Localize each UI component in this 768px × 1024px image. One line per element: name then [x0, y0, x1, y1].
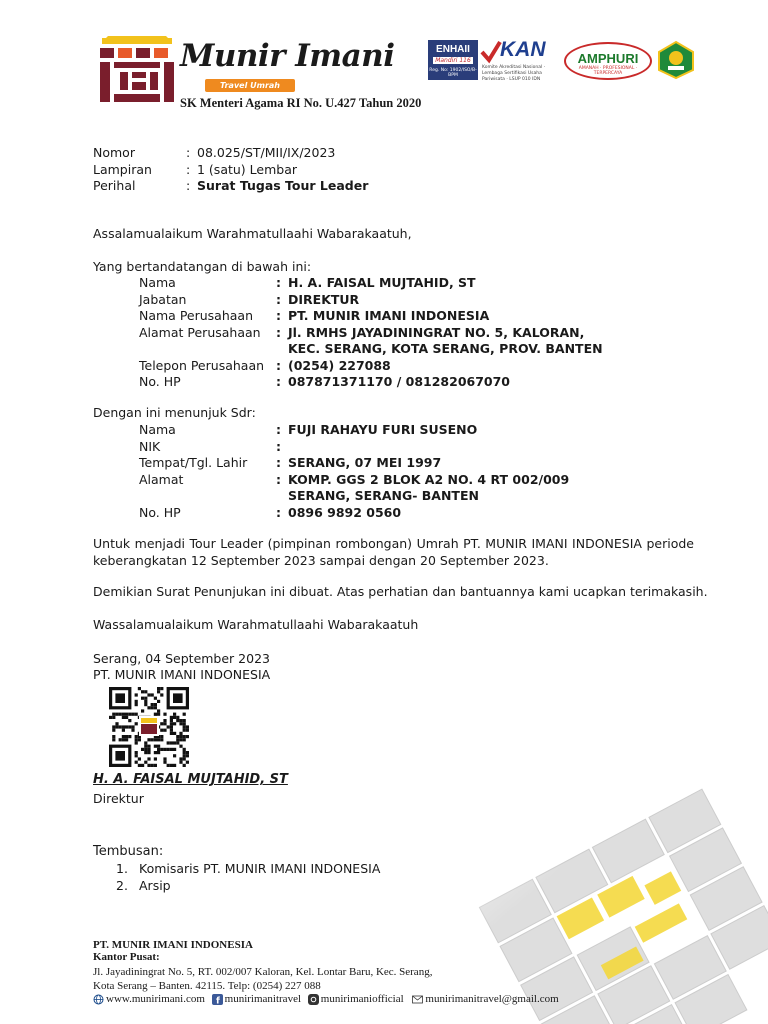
footer-address-2: Kota Serang – Banten. 42115. Telp: (0254) 227 088: [93, 980, 321, 992]
appointee-field-value-cont: SERANG, SERANG- BANTEN: [288, 488, 479, 503]
farewell: Wassalamualaikum Warahmatullaahi Wabarakaatuh: [93, 617, 419, 632]
signer-field-label: Nama: [139, 275, 176, 290]
appointee-field-label: NIK: [139, 438, 161, 454]
appointee-field-colon: :: [276, 455, 281, 470]
amphuri-logo: [564, 42, 652, 80]
signer-field-value: PT. MUNIR IMANI INDONESIA: [288, 308, 490, 323]
kan-logo: [480, 38, 560, 80]
signer-field-value: 087871371170 / 081282067070: [288, 374, 511, 389]
instagram-link[interactable]: munirimaniofficial: [320, 993, 404, 1005]
svg-text:f: f: [215, 996, 220, 1005]
footer-contacts: [93, 993, 559, 1005]
meta-colon: :: [186, 161, 191, 177]
appointee-field-value: KOMP. GGS 2 BLOK A2 NO. 4 RT 002/009: [288, 471, 570, 487]
signer-field-colon: :: [276, 357, 281, 373]
signer-field-value: H. A. FAISAL MUJTAHID, ST: [288, 275, 476, 290]
footer-company: PT. MUNIR IMANI INDONESIA: [93, 939, 253, 951]
signer-field-value: Jl. RMHS JAYADININGRAT NO. 5, KALORAN,: [288, 324, 585, 340]
appointee-field-colon: :: [276, 422, 281, 437]
kan-logo-sub: Komite Akreditasi Nasional · Lembaga Sertifikasi Usaha Pariwisata · LSUP 010 IDN: [482, 65, 546, 82]
signer-field-colon: :: [276, 275, 281, 290]
appointee-field-value: 0896 9892 0560: [288, 504, 402, 520]
meta-label: Lampiran: [93, 161, 152, 177]
appointee-field-value: FUJI RAHAYU FURI SUSENO: [288, 422, 478, 437]
signer-field-colon: :: [276, 374, 281, 389]
kan-logo-title: KAN: [500, 38, 546, 61]
company-logo-mark: [96, 28, 178, 108]
signer-field-colon: :: [276, 324, 281, 340]
enhaii-logo-title: ENHAII: [436, 44, 470, 55]
kemenag-logo: [656, 40, 696, 80]
license-number: SK Menteri Agama RI No. U.427 Tahun 2020: [180, 96, 422, 110]
signer-field-colon: :: [276, 308, 281, 323]
place-date: Serang, 04 September 2023: [93, 651, 270, 666]
cc-item-number: 1.: [116, 861, 128, 876]
appointee-intro: Dengan ini menunjuk Sdr:: [93, 405, 256, 420]
meta-value: 1 (satu) Lembar: [197, 161, 297, 177]
appointee-field-colon: :: [276, 438, 281, 454]
appointee-field-label: Tempat/Tgl. Lahir: [139, 455, 248, 470]
appointee-field-label: Nama: [139, 422, 176, 437]
appointee-field-label: Alamat: [139, 471, 184, 487]
globe-icon: [93, 994, 104, 1005]
signer-field-value: (0254) 227088: [288, 357, 391, 373]
appointee-field-colon: :: [276, 504, 281, 520]
brand-name: Munir Imani: [180, 38, 395, 74]
enhaii-logo-badge: Mandiri 116: [433, 57, 473, 64]
signer-intro: Yang bertandatangan di bawah ini:: [93, 259, 312, 274]
purpose-paragraph: Untuk menjadi Tour Leader (pimpinan rombongan) Umrah PT. MUNIR IMANI INDONESIA periode keberangkatan 12 September 2023 sampai dengan 20 September 2023.: [93, 536, 694, 568]
meta-value: Surat Tugas Tour Leader: [197, 178, 369, 193]
qr-code-signature: [107, 687, 192, 767]
signer-field-value: DIREKTUR: [288, 291, 360, 307]
signer-field-label: Telepon Perusahaan: [139, 357, 265, 373]
cc-item: Komisaris PT. MUNIR IMANI INDONESIA: [139, 861, 381, 876]
instagram-icon: [308, 994, 319, 1005]
enhaii-logo-reg: Reg. No: 1902/ISO/B-BPM: [429, 68, 477, 78]
meta-label: Perihal: [93, 178, 136, 193]
amphuri-logo-sub: AMANAH · PROFESIONAL · TERPERCAYA: [578, 66, 638, 76]
brand-tagline: Travel Umrah: [205, 79, 295, 92]
footer-address-1: Jl. Jayadiningrat No. 5, RT. 002/007 Kaloran, Kel. Lontar Baru, Kec. Serang,: [93, 966, 433, 978]
email-icon: [412, 994, 423, 1005]
watermark-logo: [470, 770, 768, 1024]
closing-paragraph: Demikian Surat Penunjukan ini dibuat. Atas perhatian dan bantuannya kami ucapkan terimakasih.: [93, 584, 708, 599]
signer-title: Direktur: [93, 791, 144, 806]
footer-office-label: Kantor Pusat:: [93, 951, 160, 963]
facebook-icon: [212, 994, 223, 1005]
appointee-field-colon: :: [276, 471, 281, 487]
cc-item-number: 2.: [116, 878, 128, 893]
cc-title: Tembusan:: [93, 844, 164, 859]
meta-value: 08.025/ST/MII/IX/2023: [197, 145, 336, 160]
signer-field-value-cont: KEC. SERANG, KOTA SERANG, PROV. BANTEN: [288, 341, 603, 356]
meta-colon: :: [186, 178, 191, 193]
signer-field-colon: :: [276, 291, 281, 307]
website-link[interactable]: www.munirimani.com: [106, 993, 205, 1005]
signer-name: H. A. FAISAL MUJTAHID, ST: [93, 772, 288, 787]
cc-item: Arsip: [139, 878, 171, 893]
meta-colon: :: [186, 145, 191, 160]
facebook-link[interactable]: munirimanitravel: [224, 993, 302, 1005]
signer-field-label: Jabatan: [139, 291, 187, 307]
amphuri-logo-title: AMPHURI: [577, 51, 639, 66]
company-name: PT. MUNIR IMANI INDONESIA: [93, 667, 271, 682]
meta-label: Nomor: [93, 145, 135, 160]
email-link[interactable]: munirimanitravel@gmail.com: [425, 993, 559, 1005]
appointee-field-value: SERANG, 07 MEI 1997: [288, 455, 442, 470]
checkmark-icon: [480, 40, 502, 64]
signer-field-label: Nama Perusahaan: [139, 308, 254, 323]
signer-field-label: Alamat Perusahaan: [139, 324, 261, 340]
greeting: Assalamualaikum Warahmatullaahi Wabarakaatuh,: [93, 226, 412, 241]
signer-field-label: No. HP: [139, 374, 181, 389]
enhaii-logo: [428, 40, 478, 80]
appointee-field-label: No. HP: [139, 504, 181, 520]
